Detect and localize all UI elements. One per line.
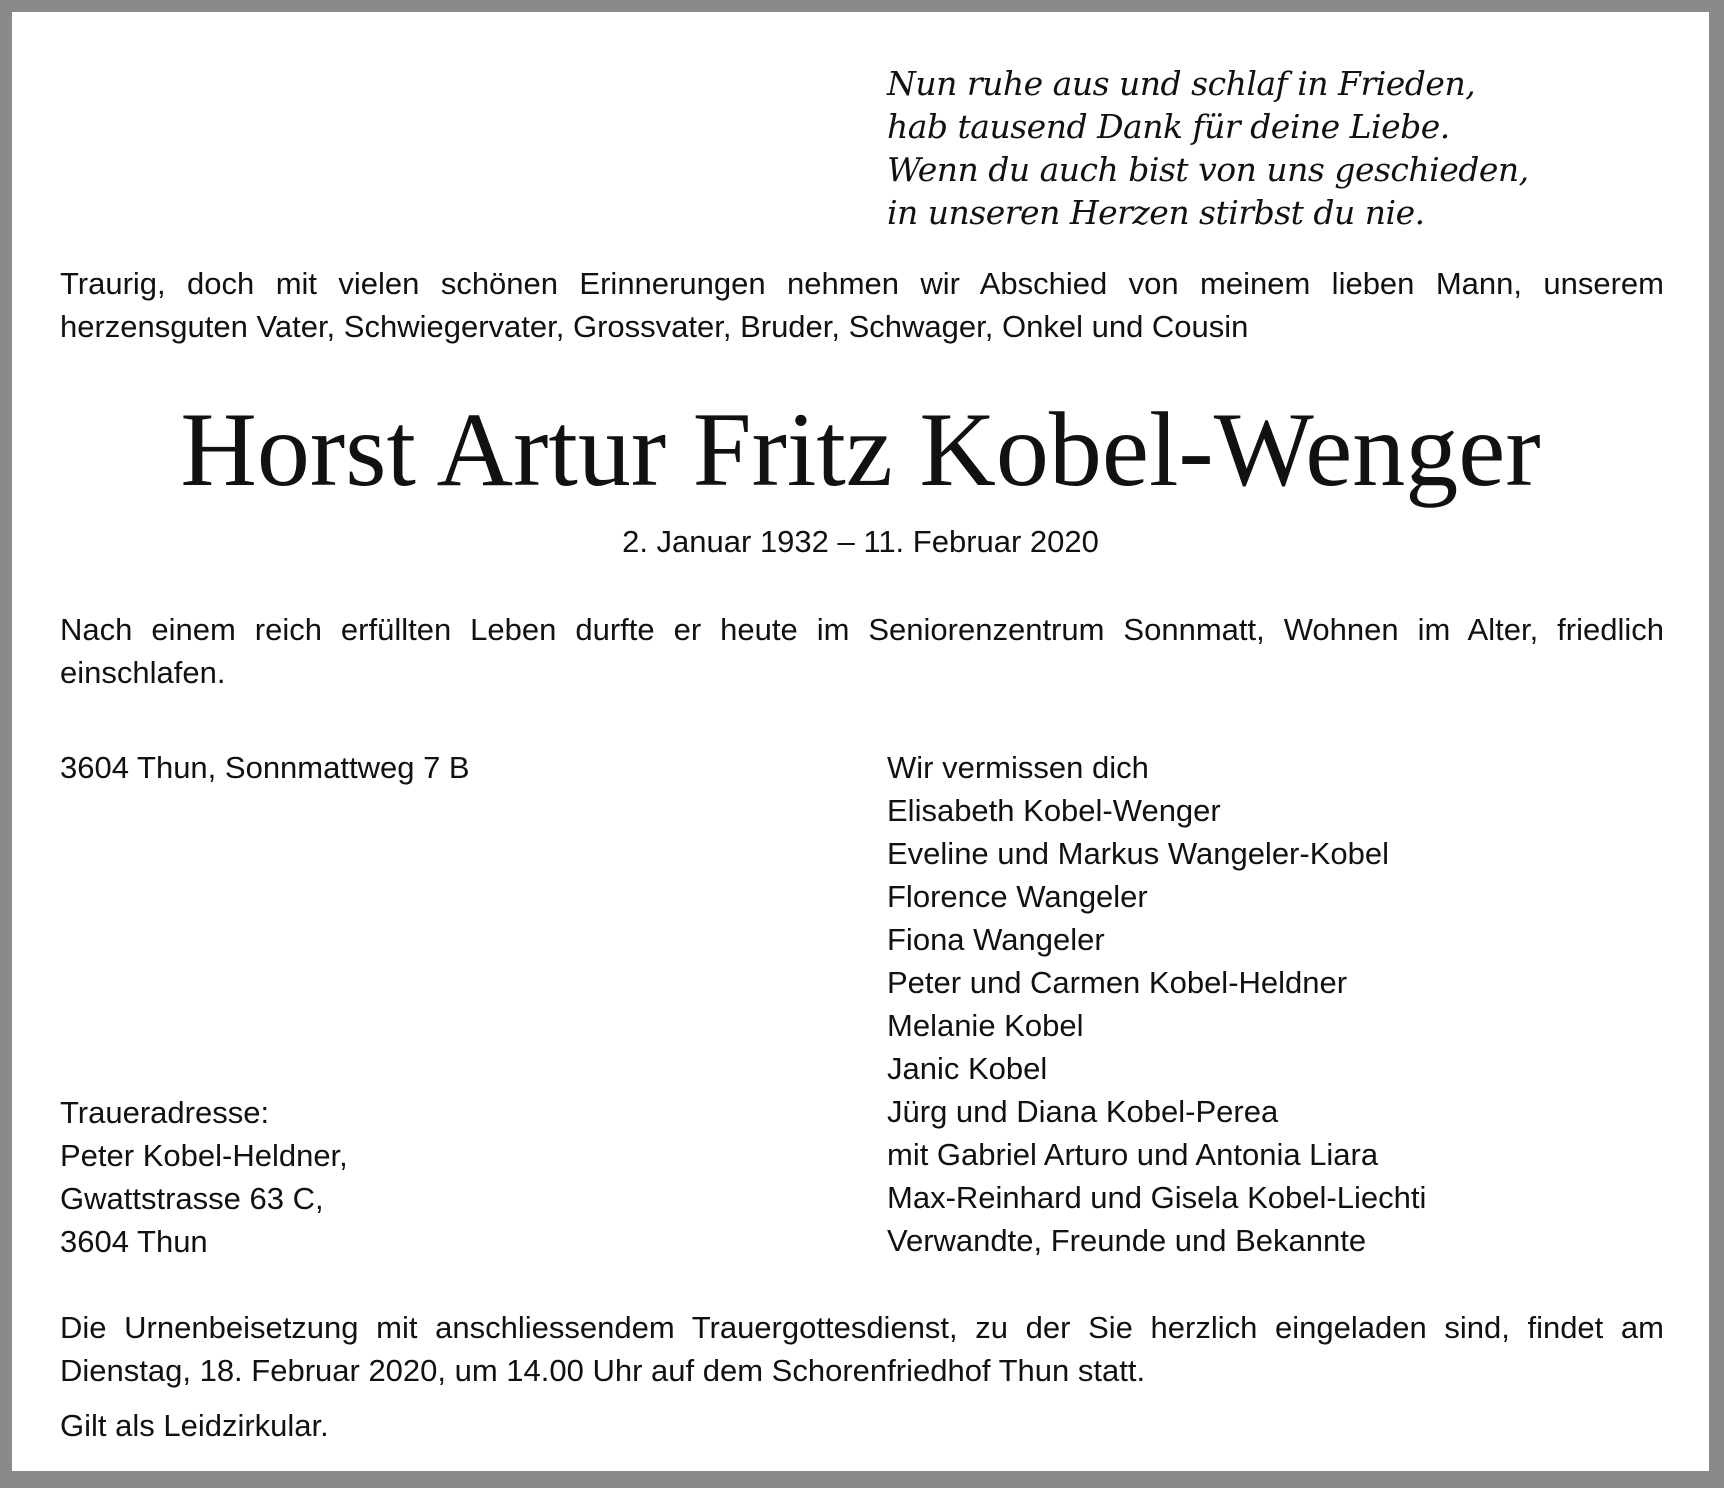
- memorial-poem: [887, 62, 1529, 234]
- mourning-address-line: Traueradresse:: [60, 1095, 270, 1130]
- family-list: [887, 746, 1426, 1262]
- family-list-item: Verwandte, Freunde und Bekannte: [887, 1223, 1367, 1258]
- circular-note: Gilt als Leidzirkular.: [60, 1408, 329, 1443]
- family-list-item: Janic Kobel: [887, 1051, 1048, 1086]
- residence-address: 3604 Thun, Sonnmattweg 7 B: [60, 750, 470, 785]
- poem-line: hab tausend Dank für deine Liebe.: [887, 107, 1450, 146]
- family-list-item: Jürg und Diana Kobel-Perea: [887, 1094, 1279, 1129]
- passing-line: einschlafen.: [60, 655, 226, 690]
- mourning-address-line: Peter Kobel-Heldner,: [60, 1138, 348, 1173]
- family-list-item: Wir vermissen dich: [887, 750, 1149, 785]
- mourning-address-line: Gwattstrasse 63 C,: [60, 1181, 324, 1216]
- passing-paragraph: [60, 608, 1664, 694]
- passing-line: Nach einem reich erfüllten Leben durfte er heute im Seniorenzentrum Sonnmatt, Wohnen im Alter, friedlich: [60, 612, 1664, 647]
- poem-line: Wenn du auch bist von uns geschieden,: [887, 150, 1529, 189]
- obituary-notice: [12, 12, 1709, 1471]
- family-list-item: Eveline und Markus Wangeler-Kobel: [887, 836, 1389, 871]
- intro-paragraph: [60, 262, 1664, 348]
- poem-line: in unseren Herzen stirbst du nie.: [887, 193, 1425, 232]
- funeral-paragraph: [60, 1306, 1664, 1392]
- funeral-line: Dienstag, 18. Februar 2020, um 14.00 Uhr auf dem Schorenfriedhof Thun statt.: [60, 1353, 1146, 1388]
- family-list-item: Max-Reinhard und Gisela Kobel-Liechti: [887, 1180, 1427, 1215]
- intro-line: Traurig, doch mit vielen schönen Erinnerungen nehmen wir Abschied von meinem lieben Mann, unserem: [60, 266, 1664, 301]
- mourning-address: [60, 1091, 348, 1263]
- deceased-name: Horst Artur Fritz Kobel-Wenger: [180, 391, 1541, 508]
- intro-line: herzensguten Vater, Schwiegervater, Grossvater, Bruder, Schwager, Onkel und Cousin: [60, 309, 1249, 344]
- life-dates: 2. Januar 1932 – 11. Februar 2020: [622, 524, 1099, 559]
- funeral-line: Die Urnenbeisetzung mit anschliessendem Trauergottesdienst, zu der Sie herzlich eingeladen sind, findet am: [60, 1310, 1664, 1345]
- family-list-item: mit Gabriel Arturo und Antonia Liara: [887, 1137, 1379, 1172]
- mourning-address-line: 3604 Thun: [60, 1224, 208, 1259]
- family-list-item: Fiona Wangeler: [887, 922, 1105, 957]
- poem-line: Nun ruhe aus und schlaf in Frieden,: [887, 64, 1476, 103]
- family-list-item: Peter und Carmen Kobel-Heldner: [887, 965, 1348, 1000]
- family-list-item: Melanie Kobel: [887, 1008, 1084, 1043]
- family-list-item: Florence Wangeler: [887, 879, 1148, 914]
- family-list-item: Elisabeth Kobel-Wenger: [887, 793, 1221, 828]
